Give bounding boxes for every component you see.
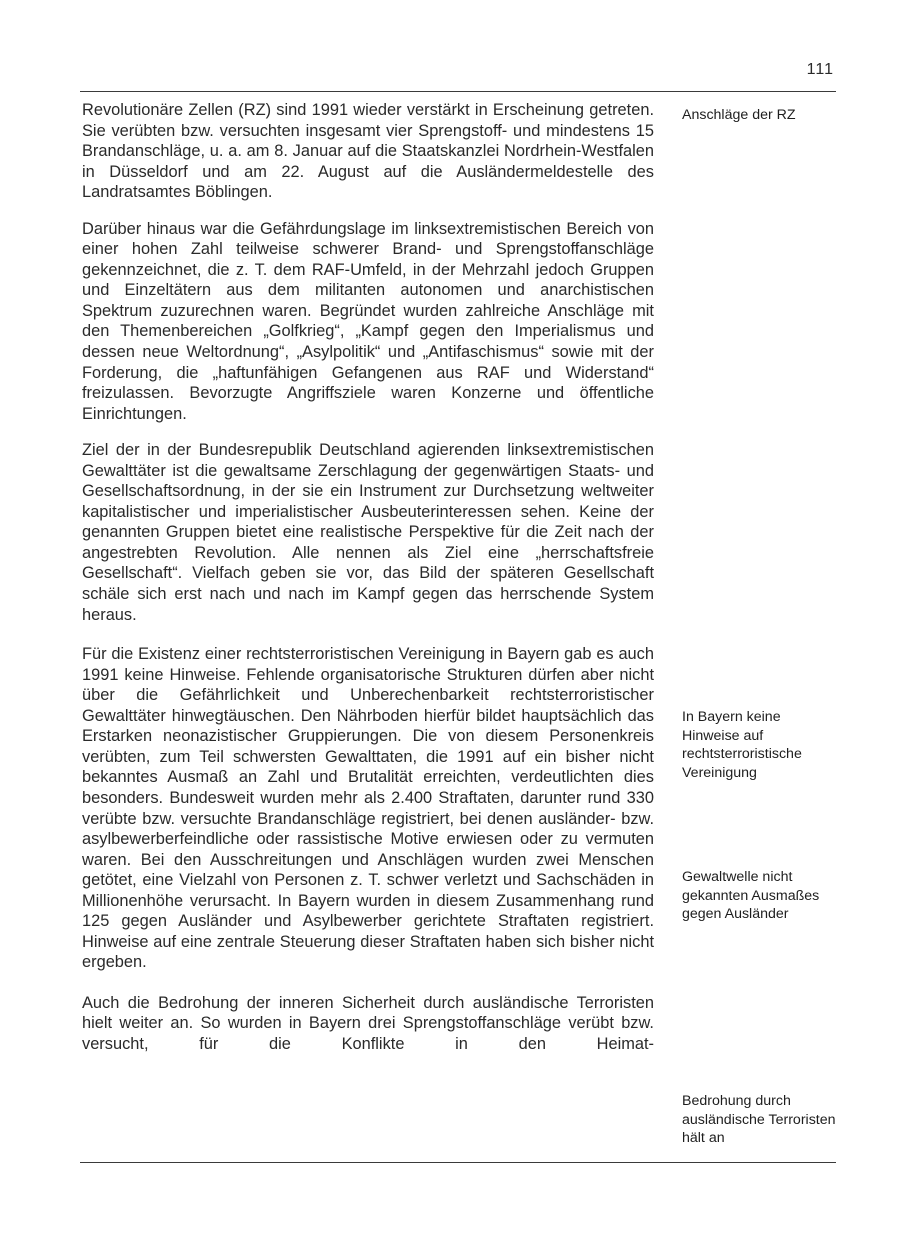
margin-note-violence-wave: Gewaltwelle nicht gekannten Ausmaßes gegen Ausländer bbox=[682, 869, 820, 922]
paragraph-rz-attacks: Revolutionäre Zellen (RZ) sind 1991 wieder verstärkt in Erscheinung getreten. Sie verübten bzw. versuchten insgesamt vier Sprengstoff- und mindestens 15 Brandanschläge, u. a. am 8. Januar auf die Staatskanzlei Nordrhein-Westfalen in Düsseldorf und am 22. August auf die Ausländermeldestelle des Landratsamtes Böblingen. bbox=[82, 101, 654, 202]
margin-note-foreign-terrorists: Bedrohung durch ausländische Terroristen hält an bbox=[682, 1093, 836, 1146]
header-rule bbox=[80, 91, 836, 92]
margin-note-rz: Anschläge der RZ bbox=[682, 107, 796, 123]
body-text bbox=[82, 100, 654, 1055]
paragraph-left-extremist-goals: Ziel der in der Bundesrepublik Deutschland agierenden linksextremistischen Gewalttäter ist die gewaltsame Zerschlagung der gegenwärtigen Staats- und Gesellschaftsordnung, in der sie ein Instrument zur Durchsetzung weltweiter kapitalistischer und imperialistischer Ausbeuterinteressen sehen. Keine der genannten Gruppen bietet eine realistische Perspektive für die Zeit nach der angestrebten Revolution. Alle nennen als Ziel eine „herrschaftsfreie Gesellschaft“. Vielfach geben sie vor, das Bild der späteren Gesellschaft schäle sich erst nach und nach im Kampf gegen das herrschende System heraus. bbox=[82, 441, 654, 624]
margin-note-bavaria: In Bayern keine Hinweise auf rechtsterroristische Vereinigung bbox=[682, 709, 802, 781]
paragraph-foreign-terrorists: Auch die Bedrohung der inneren Sicherheit durch ausländische Terroristen hielt weiter an. So wurden in Bayern drei Sprengstoffanschläge verübt bzw. versucht, für die Konflikte in den Heimat- bbox=[82, 993, 654, 1053]
footer-rule bbox=[80, 1162, 836, 1163]
paragraph-right-terrorism: Für die Existenz einer rechtsterroristischen Vereinigung in Bayern gab es auch 1991 keine Hinweise. Fehlende organisatorische Strukturen dürfen aber nicht über die Gefährlichkeit und Unberechenbarkeit rechtsterroristischer Gewalttäter hinwegtäuschen. Den Nährboden hierfür bildet hauptsächlich das Erstarken neonazistischer Gruppierungen. Die von diesem Personenkreis verübten, zum Teil schwersten Gewalttaten, die 1991 auf ein bisher nicht bekanntes Ausmaß an Zahl und Brutalität erreichten, verdeutlichten dies besonders. Bundesweit wurden mehr als 2.400 Straftaten, darunter rund 330 verübte bzw. versuchte Brandanschläge registriert, bei denen ausländer- bzw. asylbewerberfeindliche oder rassistische Motive erwiesen oder zu vermuten waren. Bei den Ausschreitungen und Anschlägen wurden zwei Menschen getötet, eine Vielzahl von Personen z. T. schwer verletzt und Sachschäden in Millionenhöhe verursacht. In Bayern wurden in diesem Zusammenhang rund 125 gegen Ausländer und Asylbewerber gerichtete Straftaten registriert. Hinweise auf eine zentrale Steuerung dieser Straftaten haben sich bisher nicht ergeben. bbox=[82, 645, 654, 972]
paragraph-left-extremist-threat: Darüber hinaus war die Gefährdungslage im linksextremistischen Bereich von einer hohen Zahl teilweise schwerer Brand- und Sprengstoffanschläge gekennzeichnet, die z. T. dem RAF-Umfeld, in der Mehrzahl jedoch Gruppen und Einzeltätern aus dem militanten autonomen und anarchistischen Spektrum zuzurechnen waren. Begründet wurden zahlreiche Anschläge mit den Themenbereichen „Golfkrieg“, „Kampf gegen den Imperialismus und dessen neue Weltordnung“, „Asylpolitik“ und „Antifaschismus“ sowie mit der Forderung, die „haftunfähigen Gefangenen aus RAF und Widerstand“ freizulassen. Bevorzugte Angriffsziele waren Konzerne und öffentliche Einrichtungen. bbox=[82, 219, 654, 423]
page-number: 111 bbox=[806, 61, 834, 78]
